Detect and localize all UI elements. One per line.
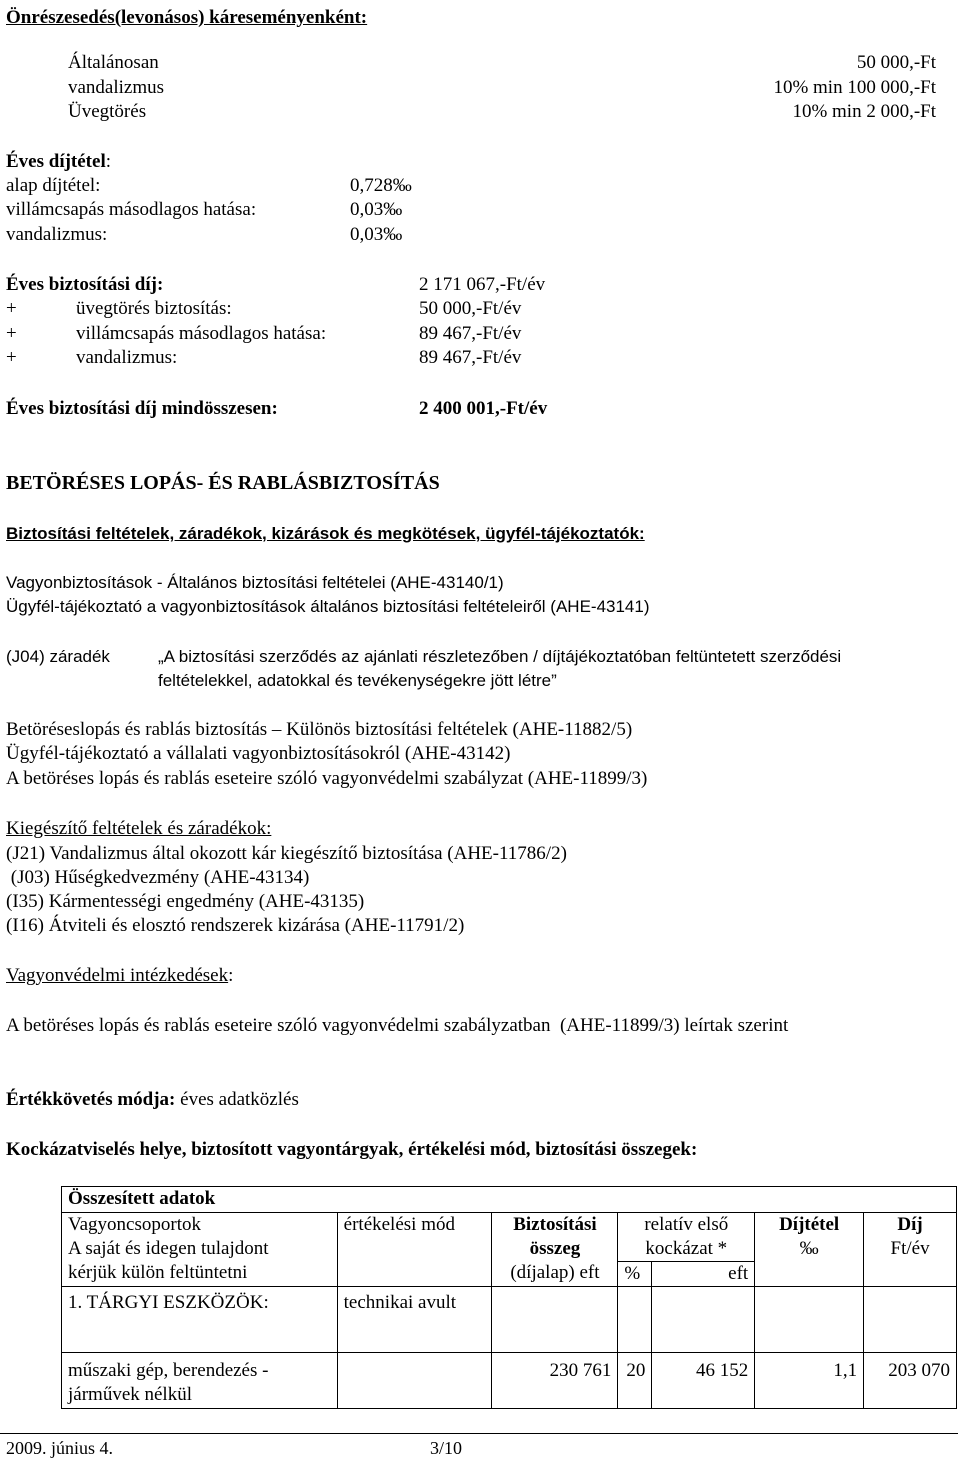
clause-text: feltételekkel, adatokkal és tevékenységekre jött létre” bbox=[158, 671, 557, 690]
section-title: BETÖRÉSES LOPÁS- ÉS RABLÁSBIZTOSÍTÁS bbox=[6, 472, 440, 494]
plus-sign: + bbox=[6, 298, 17, 319]
col-header-sum: Biztosítási összeg (díjalap) eft bbox=[492, 1213, 618, 1287]
footer-date: 2009. június 4. bbox=[6, 1438, 114, 1458]
item-row-name: műszaki gép, berendezés - járművek nélkül bbox=[62, 1353, 338, 1409]
supplementary-item: (I16) Átviteli és elosztó rendszerek kizárása (AHE-11791/2) bbox=[6, 915, 465, 936]
value-tracking: Értékkövetés módja: éves adatközlés bbox=[6, 1089, 299, 1110]
rate-label: alap díjtétel: bbox=[6, 175, 101, 196]
footer-page: 3/10 bbox=[430, 1438, 463, 1458]
col-header-rate: Díjtétel ‰ bbox=[755, 1213, 864, 1287]
deductible-heading: Önrészesedés(levonásos) káreseményenként: bbox=[6, 7, 368, 28]
group-row-name: 1. TÁRGYI ESZKÖZÖK: bbox=[62, 1287, 338, 1353]
rate-value: 0,03‰ bbox=[350, 224, 403, 245]
conditions-heading: Biztosítási feltételek, záradékok, kizárások és megkötések, ügyfél-tájékoztatók: bbox=[6, 524, 645, 543]
asset-table bbox=[61, 1186, 957, 1409]
item-row-eft: 46 152 bbox=[652, 1353, 755, 1409]
premium-total-label: Éves biztosítási díj mindösszesen: bbox=[6, 398, 278, 419]
protection-heading: Vagyonvédelmi intézkedések: bbox=[6, 965, 234, 986]
rate-value: 0,03‰ bbox=[350, 199, 403, 220]
rates-heading: Éves díjtétel: bbox=[6, 151, 112, 172]
clause-label: (J04) záradék bbox=[6, 647, 110, 666]
item-row-rate: 1,1 bbox=[755, 1353, 864, 1409]
footer-rule bbox=[0, 1433, 958, 1434]
item-row-percent: 20 bbox=[618, 1353, 652, 1409]
condition-line: Ügyfél-tájékoztató a vagyonbiztosítások általános biztosítási feltételeiről (AHE-43141) bbox=[6, 597, 650, 616]
summary-label: Összesített adatok bbox=[62, 1187, 957, 1213]
supplementary-item: (I35) Kármentességi engedmény (AHE-43135) bbox=[6, 891, 365, 912]
plus-sign: + bbox=[6, 323, 17, 344]
item-row-sum: 230 761 bbox=[492, 1353, 618, 1409]
col-header-relative: relatív első kockázat * % eft bbox=[618, 1213, 755, 1287]
condition-line: Betöréseslopás és rablás biztosítás – Különös biztosítási feltételek (AHE-11882/5) bbox=[6, 719, 633, 740]
supplementary-item: (J03) Hűségkedvezmény (AHE-43134) bbox=[6, 867, 310, 888]
condition-line: A betöréses lopás és rablás eseteire szóló vagyonvédelmi szabályzat (AHE-11899/3) bbox=[6, 768, 648, 789]
deductible-value: 10% min 2 000,-Ft bbox=[792, 101, 936, 122]
premium-value: 89 467,-Ft/év bbox=[419, 347, 522, 368]
protection-text: A betöréses lopás és rablás eseteire szóló vagyonvédelmi szabályzatban (AHE-11899/3) leírtak szerint bbox=[6, 1015, 789, 1036]
rate-label: villámcsapás másodlagos hatása: bbox=[6, 199, 257, 220]
col-header-group: Vagyoncsoportok A saját és idegen tulajdont kérjük külön feltüntetni bbox=[62, 1213, 338, 1287]
rate-value: 0,728‰ bbox=[350, 175, 412, 196]
deductible-label: vandalizmus bbox=[68, 77, 165, 98]
col-header-eft: eft bbox=[728, 1263, 749, 1284]
premium-heading: Éves biztosítási díj: bbox=[6, 274, 164, 295]
group-row-method: technikai avult bbox=[337, 1287, 492, 1353]
premium-value: 50 000,-Ft/év bbox=[419, 298, 522, 319]
premium-label: üvegtörés biztosítás: bbox=[76, 298, 232, 319]
condition-line: Vagyonbiztosítások - Általános biztosítási feltételei (AHE-43140/1) bbox=[6, 573, 504, 592]
deductible-label: Általánosan bbox=[68, 52, 159, 73]
col-header-method: értékelési mód bbox=[337, 1213, 492, 1287]
premium-heading-value: 2 171 067,-Ft/év bbox=[419, 274, 546, 295]
rate-label: vandalizmus: bbox=[6, 224, 108, 245]
plus-sign: + bbox=[6, 347, 17, 368]
deductible-value: 10% min 100 000,-Ft bbox=[773, 77, 936, 98]
risk-heading: Kockázatviselés helye, biztosított vagyontárgyak, értékelési mód, biztosítási összegek: bbox=[6, 1139, 698, 1160]
clause-text: „A biztosítási szerződés az ajánlati részletezőben / díjtájékoztatóban feltüntetett szerződési bbox=[158, 647, 842, 666]
col-header-fee: Díj Ft/év bbox=[864, 1213, 957, 1287]
col-header-percent: % bbox=[618, 1262, 652, 1286]
premium-value: 89 467,-Ft/év bbox=[419, 323, 522, 344]
supplementary-item: (J21) Vandalizmus által okozott kár kiegészítő biztosítása (AHE-11786/2) bbox=[6, 843, 567, 864]
premium-total-value: 2 400 001,-Ft/év bbox=[419, 398, 548, 419]
deductible-value: 50 000,-Ft bbox=[856, 52, 936, 73]
deductible-label: Üvegtörés bbox=[68, 101, 147, 122]
condition-line: Ügyfél-tájékoztató a vállalati vagyonbiztosításokról (AHE-43142) bbox=[6, 743, 511, 764]
premium-label: villámcsapás másodlagos hatása: bbox=[76, 323, 327, 344]
supplementary-heading: Kiegészítő feltételek és záradékok: bbox=[6, 818, 272, 839]
premium-label: vandalizmus: bbox=[76, 347, 178, 368]
item-row-fee: 203 070 bbox=[864, 1353, 957, 1409]
